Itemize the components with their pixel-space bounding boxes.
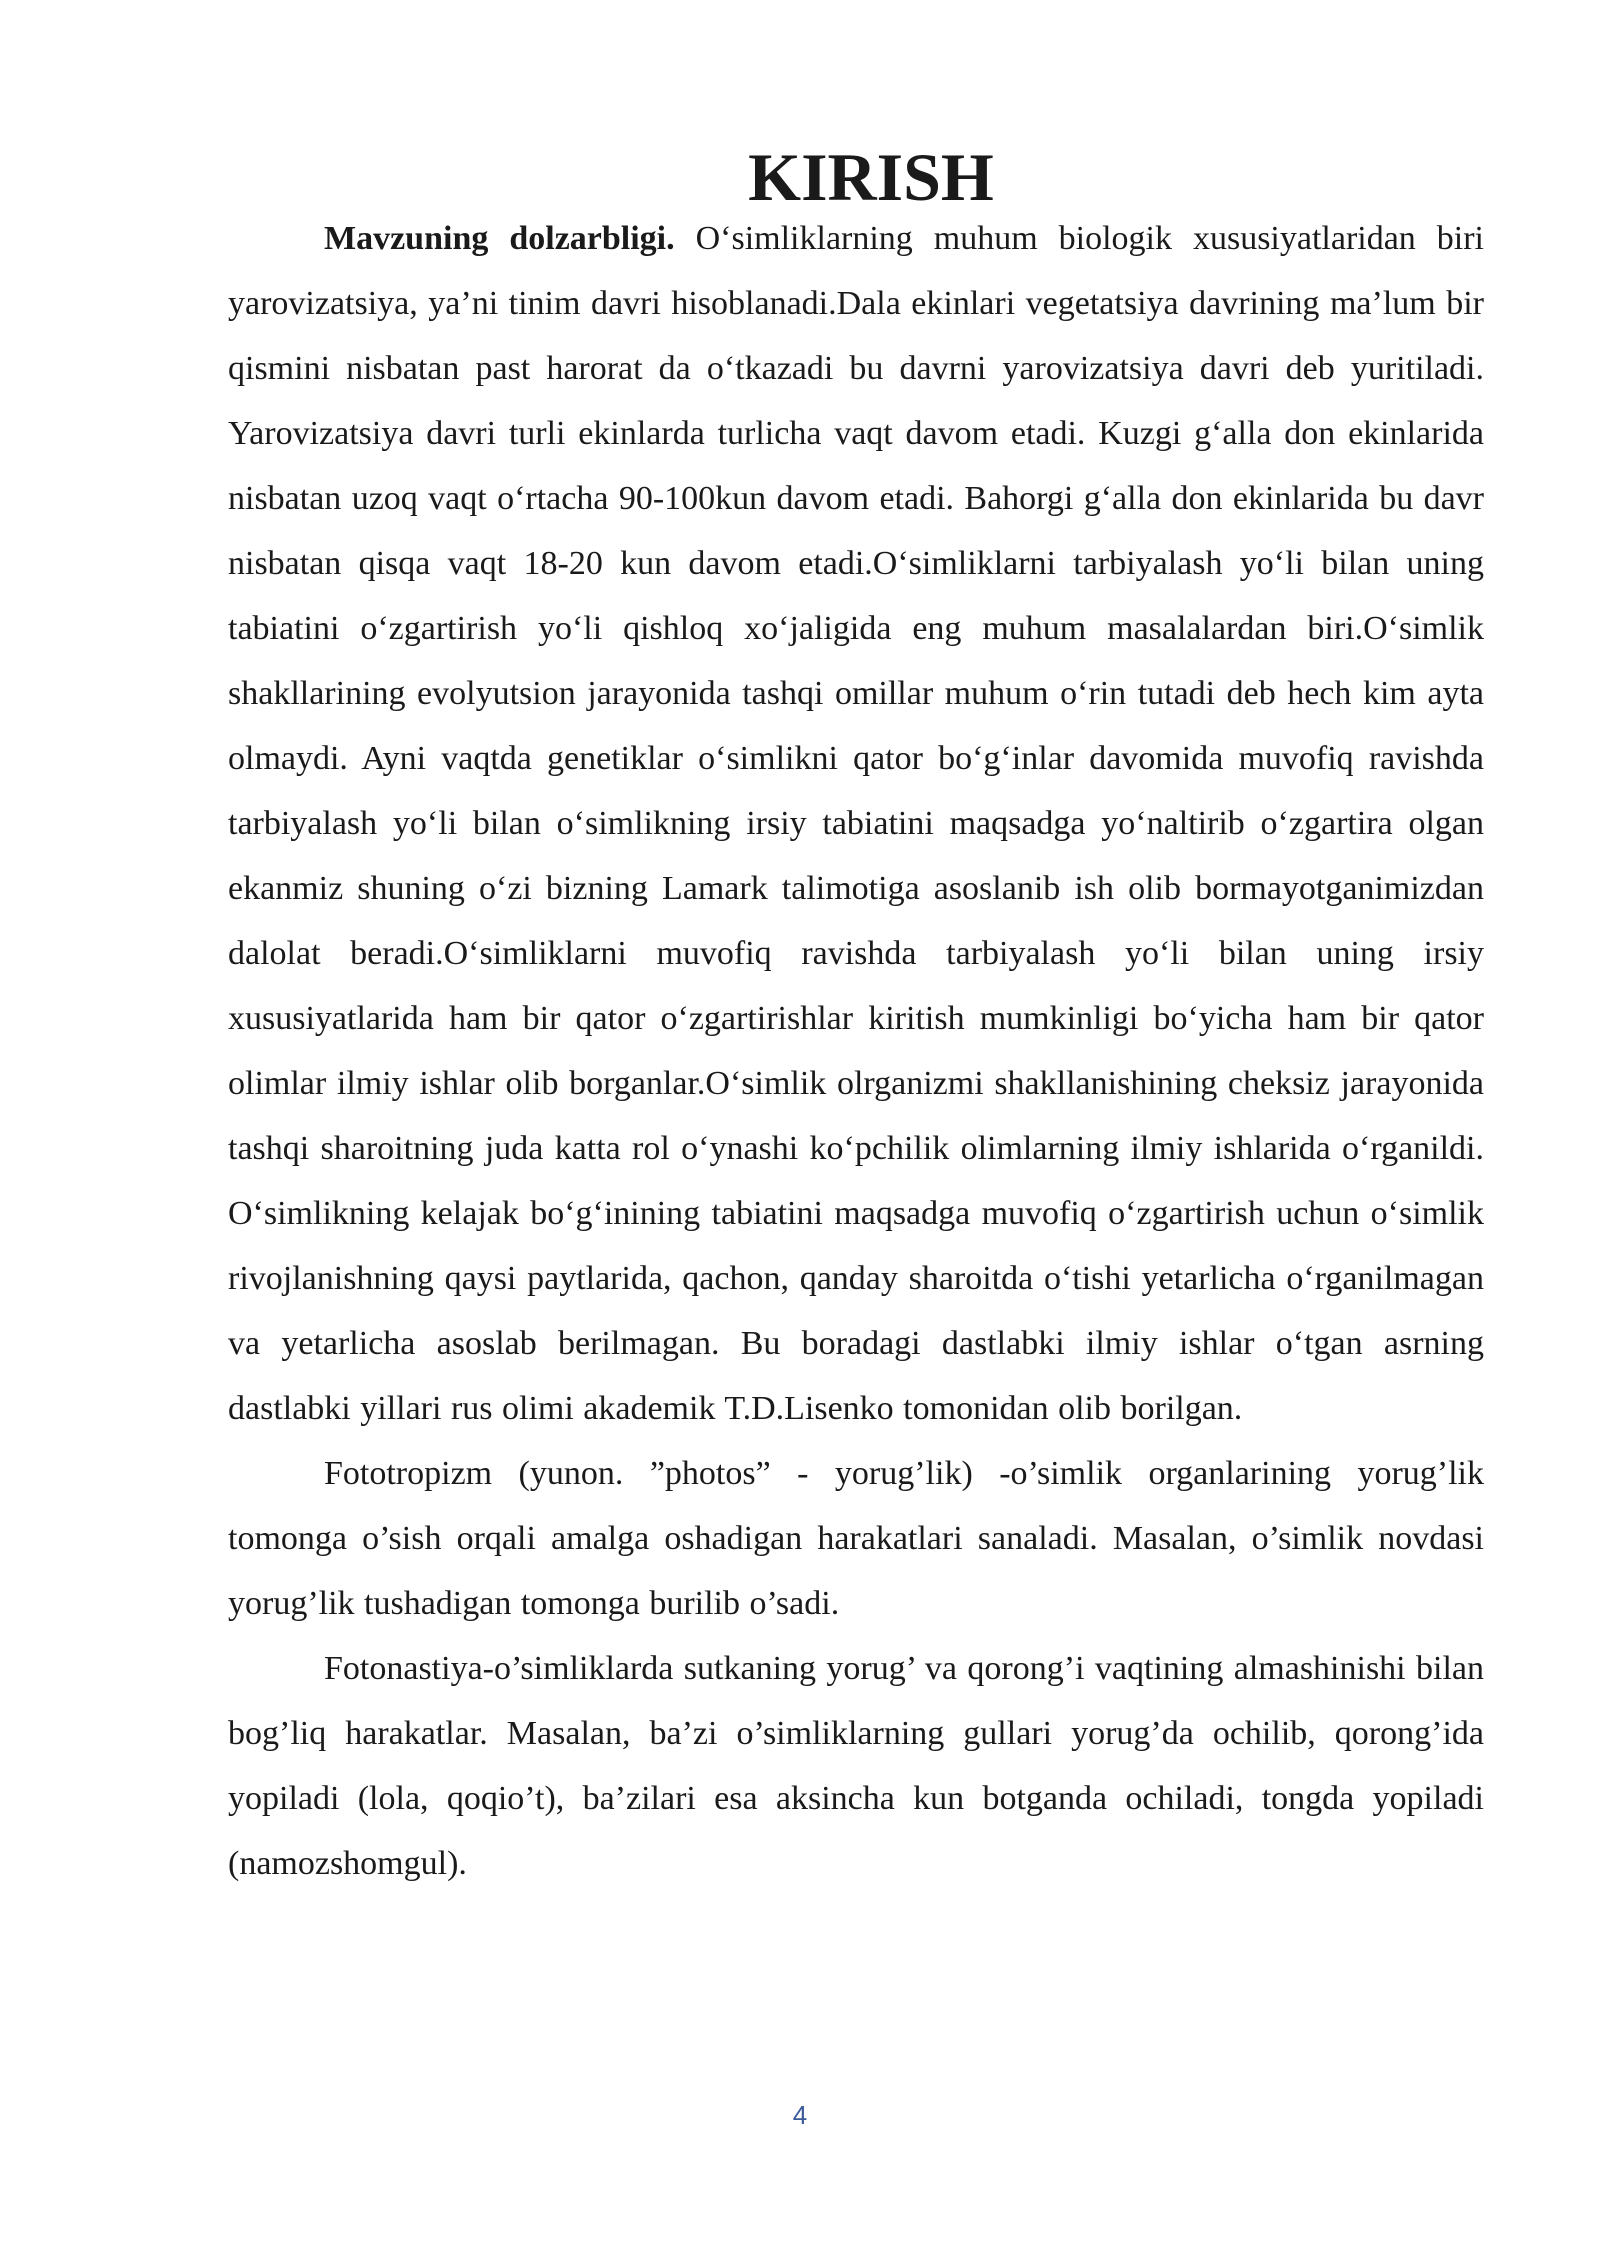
paragraph-lead: Mavzuning dolzarbligi. [324, 220, 675, 257]
paragraph-text: Fotonastiya-o’simliklarda sutkaning yorug’ va qorong’i vaqtining almashinishi bilan bog’liq harakatlar. Masalan, ba’zi o’simliklarning gullari yorug’da ochilib, qorong’ida yopiladi (lola, qoqio’t), ba’zilari esa aksincha kun botganda ochiladi, tongda yopiladi (namozshomgul). [228, 1650, 1484, 1882]
page-number: 4 [792, 2100, 808, 2130]
paragraph-text: Fototropizm (yunon. ”photos” - yorug’lik) -o’simlik organlarining yorug’lik tomonga o’sish orqali amalga oshadigan harakatlari sanaladi. Masalan, o’simlik novdasi yorug’lik tushadigan tomonga burilib o’sadi. [228, 1455, 1484, 1622]
paragraph-photonasty [228, 1636, 1484, 1896]
section-heading: KIRISH [748, 139, 994, 215]
document-body [228, 139, 1484, 1896]
paragraph-phototropism [228, 1441, 1484, 1636]
paragraph-text: O‘simliklarning muhum biologik xususiyatlaridan biri yarovizatsiya, ya’ni tinim davri hisoblanadi.Dala ekinlari vegetatsiya davrining ma’lum bir qismini nisbatan past harorat da o‘tkazadi bu davrni yarovizatsiya davri deb yuritiladi. Yarovizatsiya davri turli ekinlarda turlicha vaqt davom etadi. Kuzgi g‘alla don ekinlarida nisbatan uzoq vaqt o‘rtacha 90-100kun davom etadi. Bahorgi g‘alla don ekinlarida bu davr nisbatan qisqa vaqt 18-20 kun davom etadi.O‘simliklarni tarbiyalash yo‘li bilan uning tabiatini o‘zgartirish yo‘li qishloq xo‘jaligida eng muhum masalalardan biri.O‘simlik shakllarining evolyutsion jarayonida tashqi omillar muhum o‘rin tutadi deb hech kim ayta olmaydi. Ayni vaqtda genetiklar o‘simlikni qator bo‘g‘inlar davomida muvofiq ravishda tarbiyalash yo‘li bilan o‘simlikning irsiy tabiatini maqsadga yo‘naltirib o‘zgartira olgan ekanmiz shuning o‘zi bizning Lamark talimotiga asoslanib ish olib bormayotganimizdan dalolat beradi.O‘simliklarni muvofiq ravishda tarbiyalash yo‘li bilan uning irsiy xususiyatlarida ham bir qator o‘zgartirishlar kiritish mumkinligi bo‘yicha ham bir qator olimlar ilmiy ishlar olib borganlar.O‘simlik olrganizmi shakllanishining cheksiz jarayonida tashqi sharoitning juda katta rol o‘ynashi ko‘pchilik olimlarning ilmiy ishlarida o‘rganildi. O‘simlikning kelajak bo‘g‘inining tabiatini maqsadga muvofiq o‘zgartirish uchun o‘simlik rivojlanishning qaysi paytlarida, qachon, qanday sharoitda o‘tishi yetarlicha o‘rganilmagan va yetarlicha asoslab berilmagan. Bu boradagi dastlabki ilmiy ishlar o‘tgan asrning dastlabki yillari rus olimi akademik T.D.Lisenko tomonidan olib borilgan. [228, 220, 1484, 1427]
paragraph-relevance [228, 206, 1484, 1441]
